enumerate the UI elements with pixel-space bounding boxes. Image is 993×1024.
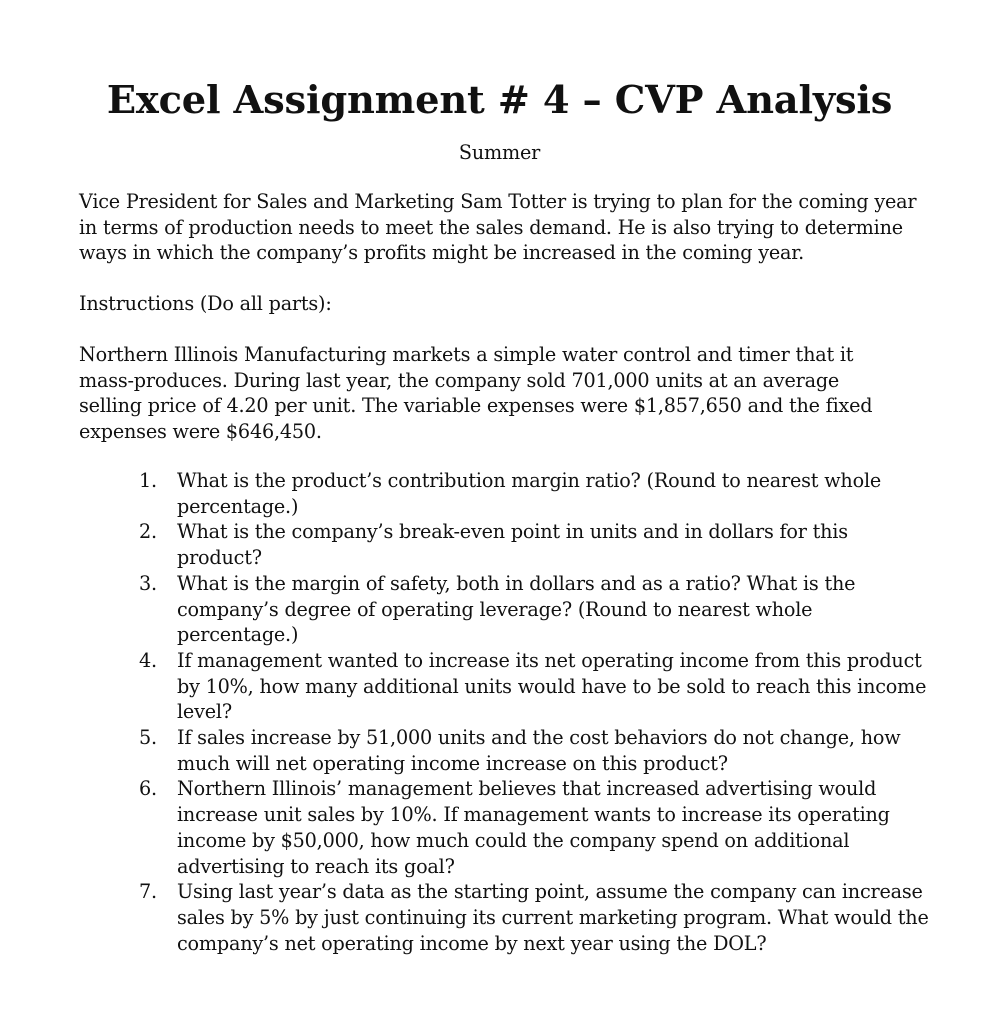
document-subtitle: Summer: [458, 141, 541, 164]
question-text: If management wanted to increase its net operating income from this product by 10%, how many additional units would have to be sold to reach this income level?: [177, 648, 927, 724]
question-item-2: [139, 519, 929, 570]
question-number: 1.: [139, 469, 157, 492]
question-number: 4.: [139, 648, 157, 672]
question-text: What is the margin of safety, both in dollars and as a ratio? What is the company’s degree of operating leverage? (Round to nearest whole percentage.): [177, 571, 856, 647]
question-item-6: [139, 776, 929, 879]
question-list: [139, 468, 929, 956]
question-item-1: [139, 468, 929, 519]
question-text: What is the product’s contribution margin ratio? (Round to nearest whole percentage.): [177, 469, 882, 518]
question-item-4: [139, 648, 929, 725]
question-item-3: [139, 571, 929, 648]
question-text: Northern Illinois’ management believes that increased advertising would increase unit sales by 10%. If management wants to increase its operating income by $50,000, how much could the company spend on additional advertising to reach its goal?: [177, 777, 890, 878]
question-number: 7.: [139, 880, 157, 904]
document-title: Excel Assignment # 4 – CVP Analysis: [106, 78, 893, 123]
question-item-5: [139, 725, 929, 776]
question-number: 2.: [139, 520, 157, 544]
scenario-paragraph: Northern Illinois Manufacturing markets a simple water control and timer that it mass-produces. During last year, the company sold 701,000 units at an average selling price of 4.20 per unit. The variable expenses were $1,857,650 and the fixed expenses were $646,450.: [79, 343, 873, 444]
intro-paragraph: Vice President for Sales and Marketing Sam Totter is trying to plan for the coming year in terms of production needs to meet the sales demand. He is also trying to determine ways in which the company’s profits might be increased in the coming year.: [79, 190, 917, 265]
instructions-label: Instructions (Do all parts):: [79, 292, 332, 315]
question-text: What is the company’s break-even point in units and in dollars for this product?: [177, 520, 848, 570]
question-text: If sales increase by 51,000 units and the cost behaviors do not change, how much will net operating income increase on this product?: [177, 726, 901, 775]
question-text: Using last year’s data as the starting point, assume the company can increase sales by 5% by just continuing its current marketing program. What would the company’s net operating income by next year using the DOL?: [177, 880, 929, 955]
question-number: 3.: [139, 571, 157, 595]
question-number: 6.: [139, 777, 157, 801]
question-item-7: [139, 879, 929, 956]
question-number: 5.: [139, 726, 157, 750]
